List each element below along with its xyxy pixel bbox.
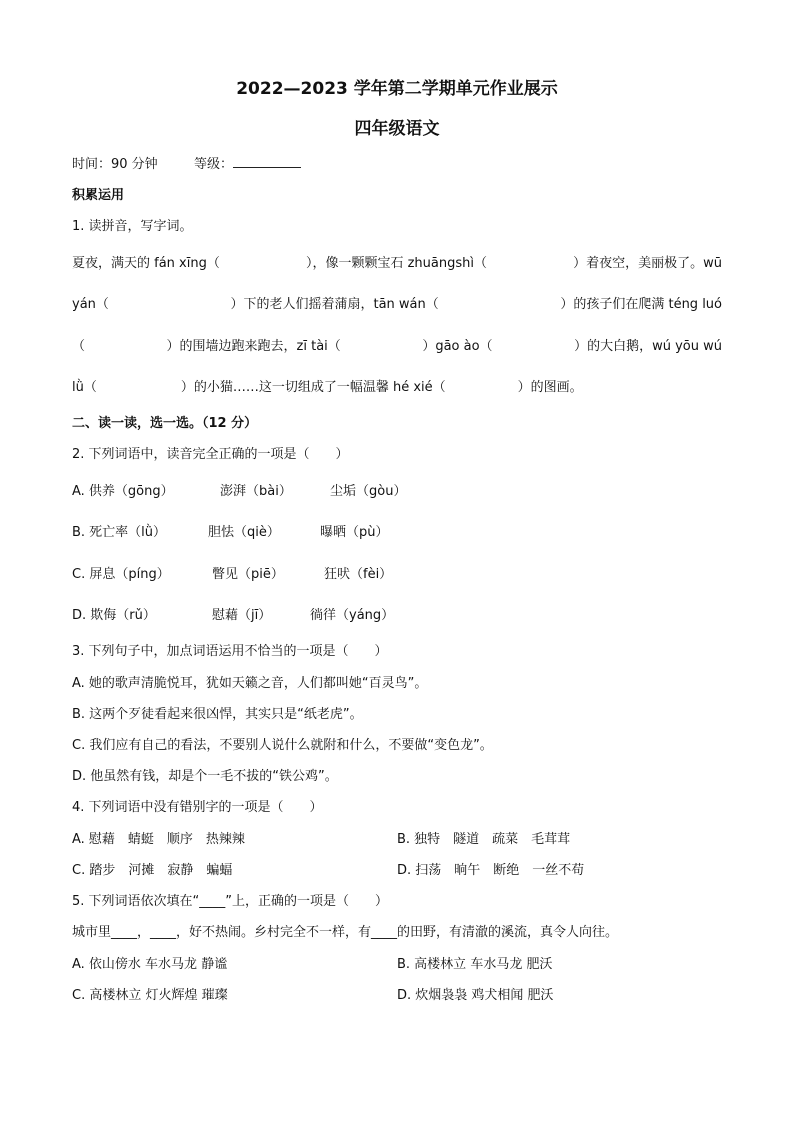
q3-option-b: B. 这两个歹徒看起来很凶悍，其实只是“纸老虎”。 <box>72 707 363 722</box>
question-3-stem: 3. 下列句子中，加点词语运用不恰当的一项是（ ） <box>72 644 388 659</box>
q4-option-a: A. 慰藉 蜻蜓 顺序 热辣辣 <box>72 832 245 847</box>
q2-option-a: A. 供养（gōng） 澎湃（bài） 尘垢（gòu） <box>72 484 407 499</box>
question-1-stem: 1. 读拼音，写字词。 <box>72 219 193 234</box>
time-label: 时间：90 分钟 <box>72 157 158 172</box>
meta-line <box>72 153 301 172</box>
section-heading-read-choose: 二、读一读，选一选。（12 分） <box>72 416 258 431</box>
q5-option-b: B. 高楼林立 车水马龙 肥沃 <box>397 957 553 972</box>
q1-line-2: yán（ ）下的老人们摇着蒲扇，tān wán（ ）的孩子们在爬满 téng luó <box>72 297 722 312</box>
q1-line-3: （ ）的围墙边跑来跑去，zī tài（ ）gāo ào（ ）的大白鹅，wú yōu wú <box>72 339 722 354</box>
q4-option-b: B. 独特 隧道 疏菜 毛茸茸 <box>397 832 571 847</box>
grade-blank <box>233 155 301 168</box>
q5-option-a: A. 依山傍水 车水马龙 静谧 <box>72 957 228 972</box>
page-subtitle: 四年级语文 <box>354 119 440 139</box>
section-heading-accumulation: 积累运用 <box>72 188 125 203</box>
page-title: 2022—2023 学年第二学期单元作业展示 <box>236 79 558 99</box>
q4-option-c: C. 踏步 河摊 寂静 蝙蝠 <box>72 863 233 878</box>
q3-option-d: D. 他虽然有钱，却是个一毛不拔的“铁公鸡”。 <box>72 769 338 784</box>
q2-option-c: C. 屏息（píng） 瞥见（piē） 狂吠（fèi） <box>72 567 393 582</box>
q2-option-d: D. 欺侮（rǔ） 慰藉（jī） 徜徉（yáng） <box>72 608 395 623</box>
q5-option-c: C. 高楼林立 灯火辉煌 璀璨 <box>72 988 228 1003</box>
q5-option-d: D. 炊烟袅袅 鸡犬相闻 肥沃 <box>397 988 554 1003</box>
q3-option-a: A. 她的歌声清脆悦耳，犹如天籁之音，人们都叫她“百灵鸟”。 <box>72 676 428 691</box>
grade-label: 等级： <box>193 157 233 172</box>
q1-line-4: lǜ（ ）的小猫……这一切组成了一幅温馨 hé xié（ ）的图画。 <box>72 380 583 395</box>
question-4-stem: 4. 下列词语中没有错别字的一项是（ ） <box>72 800 323 815</box>
q2-option-b: B. 死亡率（lǜ） 胆怯（qiè） 曝晒（pù） <box>72 525 389 540</box>
q4-option-d: D. 扫荡 晌午 断绝 一丝不苟 <box>397 863 585 878</box>
q5-sentence: 城市里____，____，好不热闹。乡村完全不一样，有____的田野，有清澈的溪流，真令人向往。 <box>72 925 619 940</box>
question-5-stem: 5. 下列词语依次填在“____”上，正确的一项是（ ） <box>72 894 389 909</box>
q3-option-c: C. 我们应有自己的看法，不要别人说什么就附和什么，不要做“变色龙”。 <box>72 738 493 753</box>
question-2-stem: 2. 下列词语中，读音完全正确的一项是（ ） <box>72 447 349 462</box>
q1-line-1: 夏夜，满天的 fán xīng（ ），像一颗颗宝石 zhuāngshì（ ）着夜空，美丽极了。wū <box>72 256 722 271</box>
